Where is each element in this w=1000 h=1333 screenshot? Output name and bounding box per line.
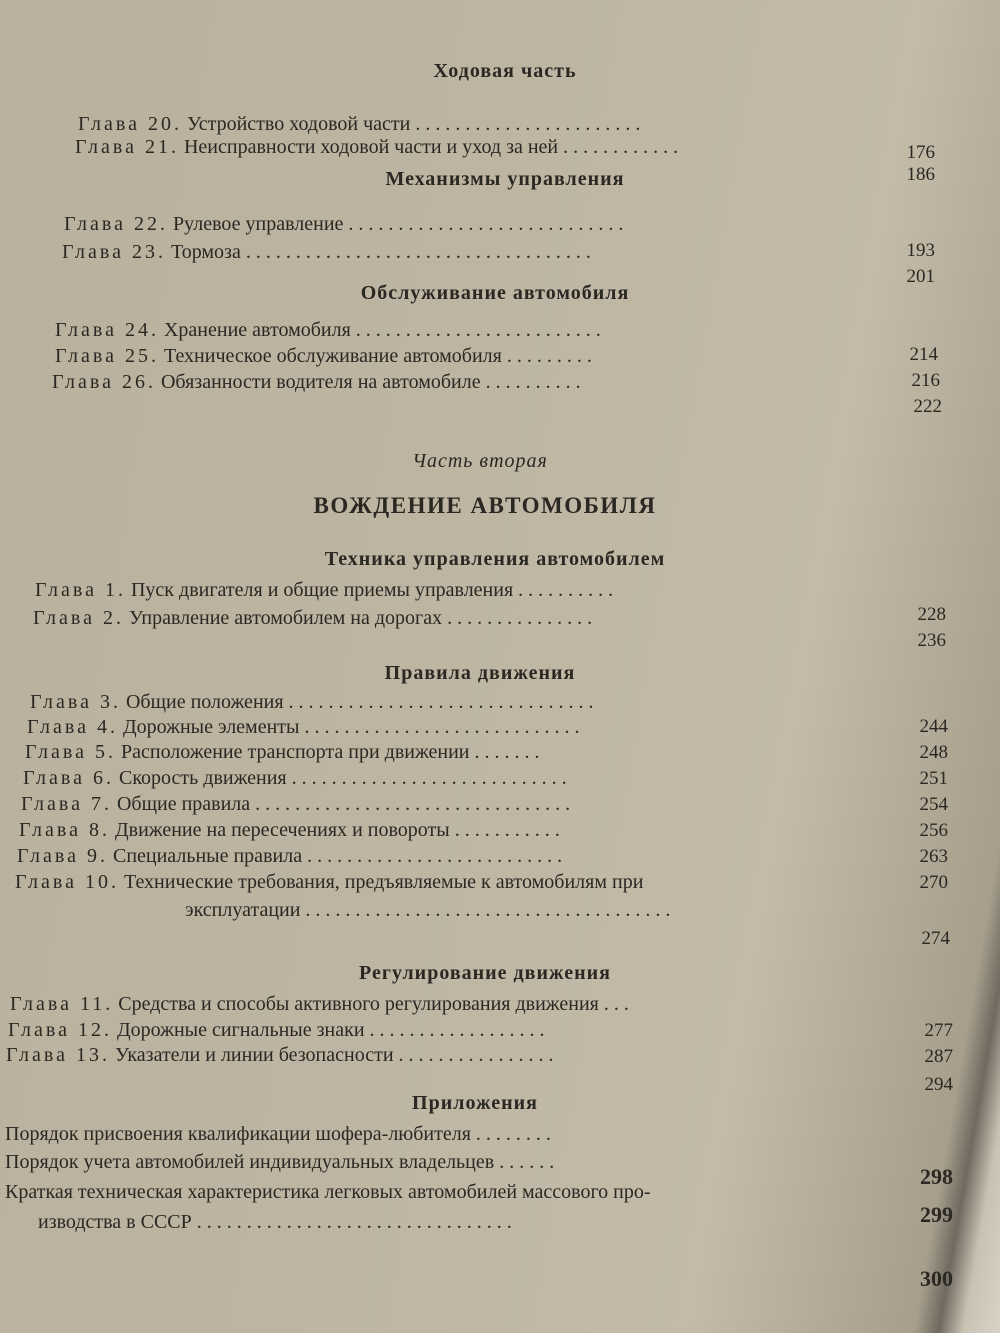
section-heading: Ходовая часть <box>433 60 577 82</box>
toc-entry: Глава 7. Общие правила . . . . . . . . . . . . . . . . . . . . . . . . . . . . . . . . <box>21 793 571 815</box>
toc-entry: Глава 3. Общие положения . . . . . . . . . . . . . . . . . . . . . . . . . . . . . . . <box>30 691 594 713</box>
page-number: 256 <box>919 820 948 841</box>
toc-entry: Порядок присвоения квалификации шофера-любителя . . . . . . . . <box>5 1123 551 1145</box>
toc-entry: Глава 26. Обязанности водителя на автомобиле . . . . . . . . . . <box>52 371 581 393</box>
page-number: 251 <box>919 768 948 789</box>
section-heading: Приложения <box>412 1092 538 1114</box>
toc-entry: Краткая техническая характеристика легковых автомобилей массового про- <box>5 1181 651 1203</box>
toc-entry: Глава 20. Устройство ходовой части . . . . . . . . . . . . . . . . . . . . . . . <box>78 113 641 135</box>
page-number: 274 <box>921 928 950 949</box>
toc-entry: Глава 2. Управление автомобилем на дорогах . . . . . . . . . . . . . . . <box>33 607 593 629</box>
toc-entry: Глава 6. Скорость движения . . . . . . . . . . . . . . . . . . . . . . . . . . . . <box>23 767 567 789</box>
toc-entry: Глава 23. Тормоза . . . . . . . . . . . . . . . . . . . . . . . . . . . . . . . . . . . <box>62 241 591 263</box>
toc-entry: изводства в СССР . . . . . . . . . . . . . . . . . . . . . . . . . . . . . . . . <box>38 1211 512 1233</box>
page-number: 176 <box>906 142 935 163</box>
page-number: 287 <box>924 1046 953 1067</box>
section-heading: Механизмы управления <box>385 168 625 190</box>
page-number: 193 <box>906 240 935 261</box>
toc-entry: Глава 1. Пуск двигателя и общие приемы управления . . . . . . . . . . <box>35 579 614 601</box>
part-title: ВОЖДЕНИЕ АВТОМОБИЛЯ <box>313 493 657 518</box>
toc-entry: эксплуатации . . . . . . . . . . . . . . . . . . . . . . . . . . . . . . . . . . . . . <box>185 899 671 921</box>
page-number: 298 <box>920 1164 953 1189</box>
toc-entry: Порядок учета автомобилей индивидуальных владельцев . . . . . . <box>5 1151 555 1173</box>
toc-entry: Глава 25. Техническое обслуживание автомобиля . . . . . . . . . <box>55 345 592 367</box>
section-heading: Правила движения <box>384 662 576 684</box>
toc-entry: Глава 11. Средства и способы активного регулирования движения . . . <box>10 993 629 1015</box>
toc-entry: Глава 8. Движение на пересечениях и повороты . . . . . . . . . . . <box>19 819 560 841</box>
page-number: 248 <box>919 742 948 763</box>
section-heading: Обслуживание автомобиля <box>360 282 630 304</box>
page-number: 277 <box>924 1020 953 1041</box>
toc-entry: Глава 22. Рулевое управление . . . . . . . . . . . . . . . . . . . . . . . . . . . . <box>64 213 624 235</box>
page-number: 186 <box>906 164 935 185</box>
section-heading: Регулирование движения <box>359 962 611 984</box>
page-number: 263 <box>919 846 948 867</box>
toc-entry: Глава 13. Указатели и линии безопасности . . . . . . . . . . . . . . . . <box>6 1044 554 1066</box>
page-number: 270 <box>919 872 948 893</box>
toc-entry: Глава 12. Дорожные сигнальные знаки . . . . . . . . . . . . . . . . . . <box>8 1019 545 1041</box>
page-number: 201 <box>906 266 935 287</box>
page-number: 214 <box>909 344 938 365</box>
toc-entry: Глава 9. Специальные правила . . . . . . . . . . . . . . . . . . . . . . . . . . <box>17 845 563 867</box>
page-number: 294 <box>924 1074 953 1095</box>
section-heading: Техника управления автомобилем <box>324 548 666 570</box>
page-number: 222 <box>913 396 942 417</box>
part-label: Часть вторая <box>412 450 548 472</box>
page-number: 228 <box>917 604 946 625</box>
toc-entry: Глава 10. Технические требования, предъявляемые к автомобилям при <box>15 871 644 893</box>
page-number: 254 <box>919 794 948 815</box>
page-number: 244 <box>919 716 948 737</box>
toc-entry: Глава 5. Расположение транспорта при движении . . . . . . . <box>25 741 540 763</box>
page-number: 299 <box>920 1202 953 1227</box>
toc-entry: Глава 24. Хранение автомобиля . . . . . . . . . . . . . . . . . . . . . . . . . <box>55 319 601 341</box>
toc-entry: Глава 21. Неисправности ходовой части и уход за ней . . . . . . . . . . . . <box>75 136 679 158</box>
page-number: 236 <box>917 630 946 651</box>
toc-entry: Глава 4. Дорожные элементы . . . . . . . . . . . . . . . . . . . . . . . . . . . . <box>27 716 580 738</box>
page-number: 300 <box>920 1266 953 1291</box>
page-number: 216 <box>911 370 940 391</box>
